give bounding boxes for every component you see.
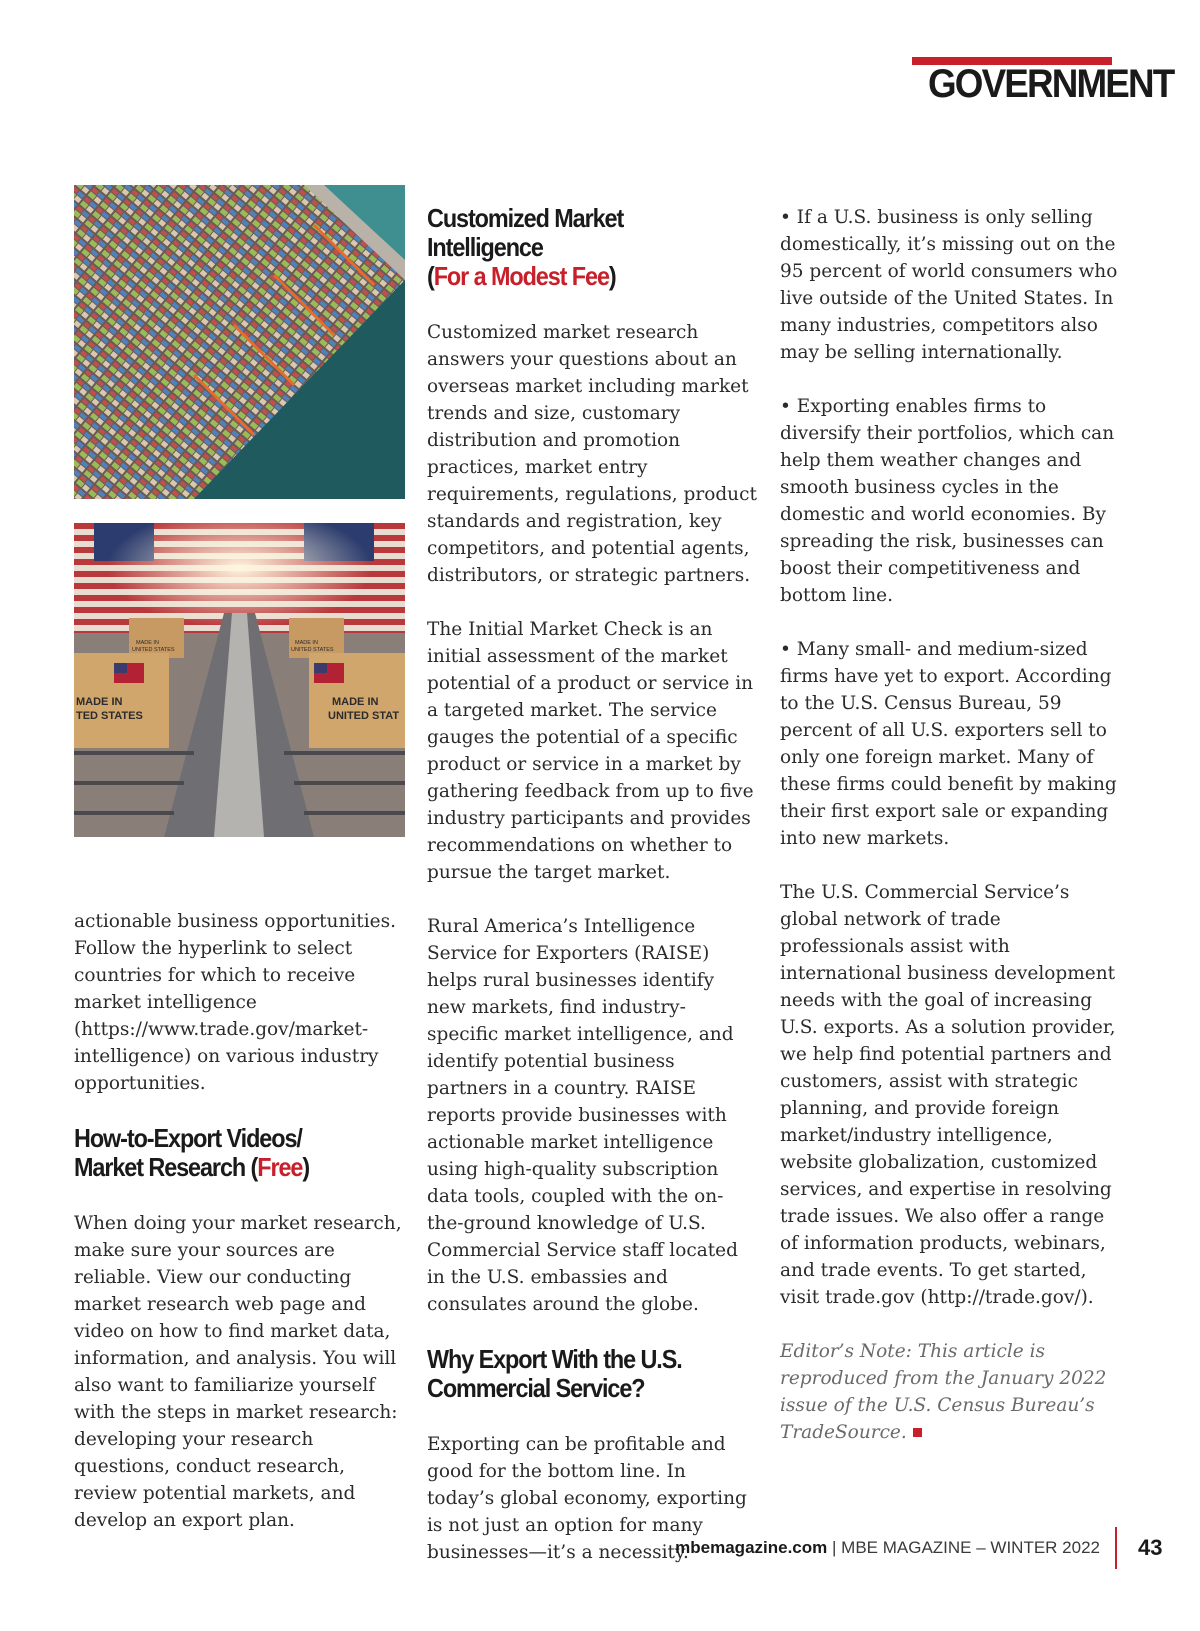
col2-paragraph-4: Exporting can be profitable and good for the bottom line. In today’s global economy, exporting is not just an option for many businesses—it’s a necessity.: [427, 1434, 747, 1563]
footer-separator: |: [832, 1538, 837, 1557]
col3-paragraph-1: The U.S. Commercial Service’s global network of trade professionals assist with international business development needs with the goal of increasing U.S. exports. As a solution provider, we help find potential partners and customers, assist with strategic planning, and provide foreign market/industry intelligence, website globalization, customized services, and expertise in resolving trade issues. We also offer a range of information products, webinars, and trade events. To get started, visit trade.gov (http://trade.gov/).: [780, 882, 1116, 1308]
heading-why-export: [427, 1345, 724, 1403]
svg-text:MADE IN: MADE IN: [295, 640, 318, 646]
port-photo: [74, 185, 405, 499]
bullet-3: • Many small- and medium-sized firms have yet to export. According to the U.S. Census Bureau, 59 percent of all U.S. exporters sell to only one foreign market. Many of these firms could benefit by making their first export sale or expanding into new markets.: [780, 639, 1117, 849]
svg-text:TED STATES: TED STATES: [76, 710, 143, 722]
heading-highlight: For a Modest Fee: [433, 261, 609, 291]
heading-text: Why Export With the U.S.: [427, 1344, 682, 1374]
heading-text: How-to-Export Videos/: [74, 1123, 302, 1153]
heading-text: (: [427, 261, 434, 291]
end-mark-icon: [913, 1428, 922, 1437]
heading-text: ): [608, 261, 616, 291]
heading-text: Commercial Service?: [427, 1373, 645, 1403]
footer-issue: MBE MAGAZINE – WINTER 2022: [841, 1538, 1100, 1557]
col2-paragraph-1: Customized market research answers your questions about an overseas market including market trends and size, customary distribution and promotion practices, market entry requirements, regulations, product standards and registration, key competitors, and potential agents, distributors, or strategic partners.: [427, 322, 757, 586]
footer: [600, 1538, 1100, 1558]
heading-customized-market-intelligence: [427, 204, 724, 291]
svg-text:UNITED STATES: UNITED STATES: [132, 647, 175, 653]
column-1: [74, 908, 404, 1561]
col1-paragraph-2: When doing your market research, make sure your sources are reliable. View our conducting market research web page and video on how to find market data, information, and analysis. You will also want to familiarize yourself with the steps in market research: developing your research questions, conduct research, review potential markets, and develop an export plan.: [74, 1213, 402, 1531]
heading-text: ): [302, 1152, 310, 1182]
heading-text: Market Research (: [74, 1152, 258, 1182]
heading-text: Customized Market Intelligence: [427, 203, 624, 262]
bullet-1: • If a U.S. business is only selling domestically, it’s missing out on the 95 percent of world consumers who live outside of the United States. In many industries, competitors also may be selling internationally.: [780, 207, 1118, 363]
svg-text:MADE IN: MADE IN: [136, 640, 159, 646]
editors-note-text: Editor’s Note: This article is reproduced from the January 2022 issue of the U.S. Census Bureau’s TradeSource.: [780, 1341, 1107, 1443]
heading-export-videos: [74, 1124, 371, 1182]
page-number: 43: [1138, 1535, 1163, 1560]
bullet-2: • Exporting enables firms to diversify their portfolios, which can help them weather changes and smooth business cycles in the domestic and world economies. By spreading the risk, businesses can boost their competitiveness and bottom line.: [780, 396, 1115, 606]
svg-text:UNITED STAT: UNITED STAT: [328, 710, 400, 722]
editors-note: [780, 1338, 1120, 1446]
col1-paragraph-1: actionable business opportunities. Follow the hyperlink to select countries for which to receive market intelligence (https://www.trade.gov/market-intelligence) on various industry opportunities.: [74, 911, 396, 1094]
col2-paragraph-3: Rural America’s Intelligence Service for Exporters (RAISE) helps rural businesses identify new markets, find industry-specific market intelligence, and identify potential business partners in a country. RAISE reports provide businesses with actionable market intelligence using high-quality subscription data tools, coupled with the on-the-ground knowledge of U.S. Commercial Service staff located in the U.S. embassies and consulates around the globe.: [427, 916, 738, 1315]
footer-site[interactable]: mbemagazine.com: [675, 1538, 828, 1557]
col2-paragraph-2: The Initial Market Check is an initial assessment of the market potential of a product or service in a targeted market. The service gauges the potential of a specific product or service in a market by gathering feedback from up to five industry participants and provides recommendations on whether to pursue the target market.: [427, 619, 754, 883]
section-label: GOVERNMENT: [928, 62, 1174, 106]
svg-text:UNITED STATES: UNITED STATES: [291, 647, 334, 653]
svg-text:MADE IN: MADE IN: [332, 696, 379, 708]
heading-highlight: Free: [257, 1152, 303, 1182]
column-2: [427, 204, 757, 1593]
conveyor-photo: [74, 523, 405, 837]
column-3: [780, 204, 1120, 1473]
footer-divider: [1115, 1527, 1117, 1569]
svg-text:MADE IN: MADE IN: [76, 696, 123, 708]
